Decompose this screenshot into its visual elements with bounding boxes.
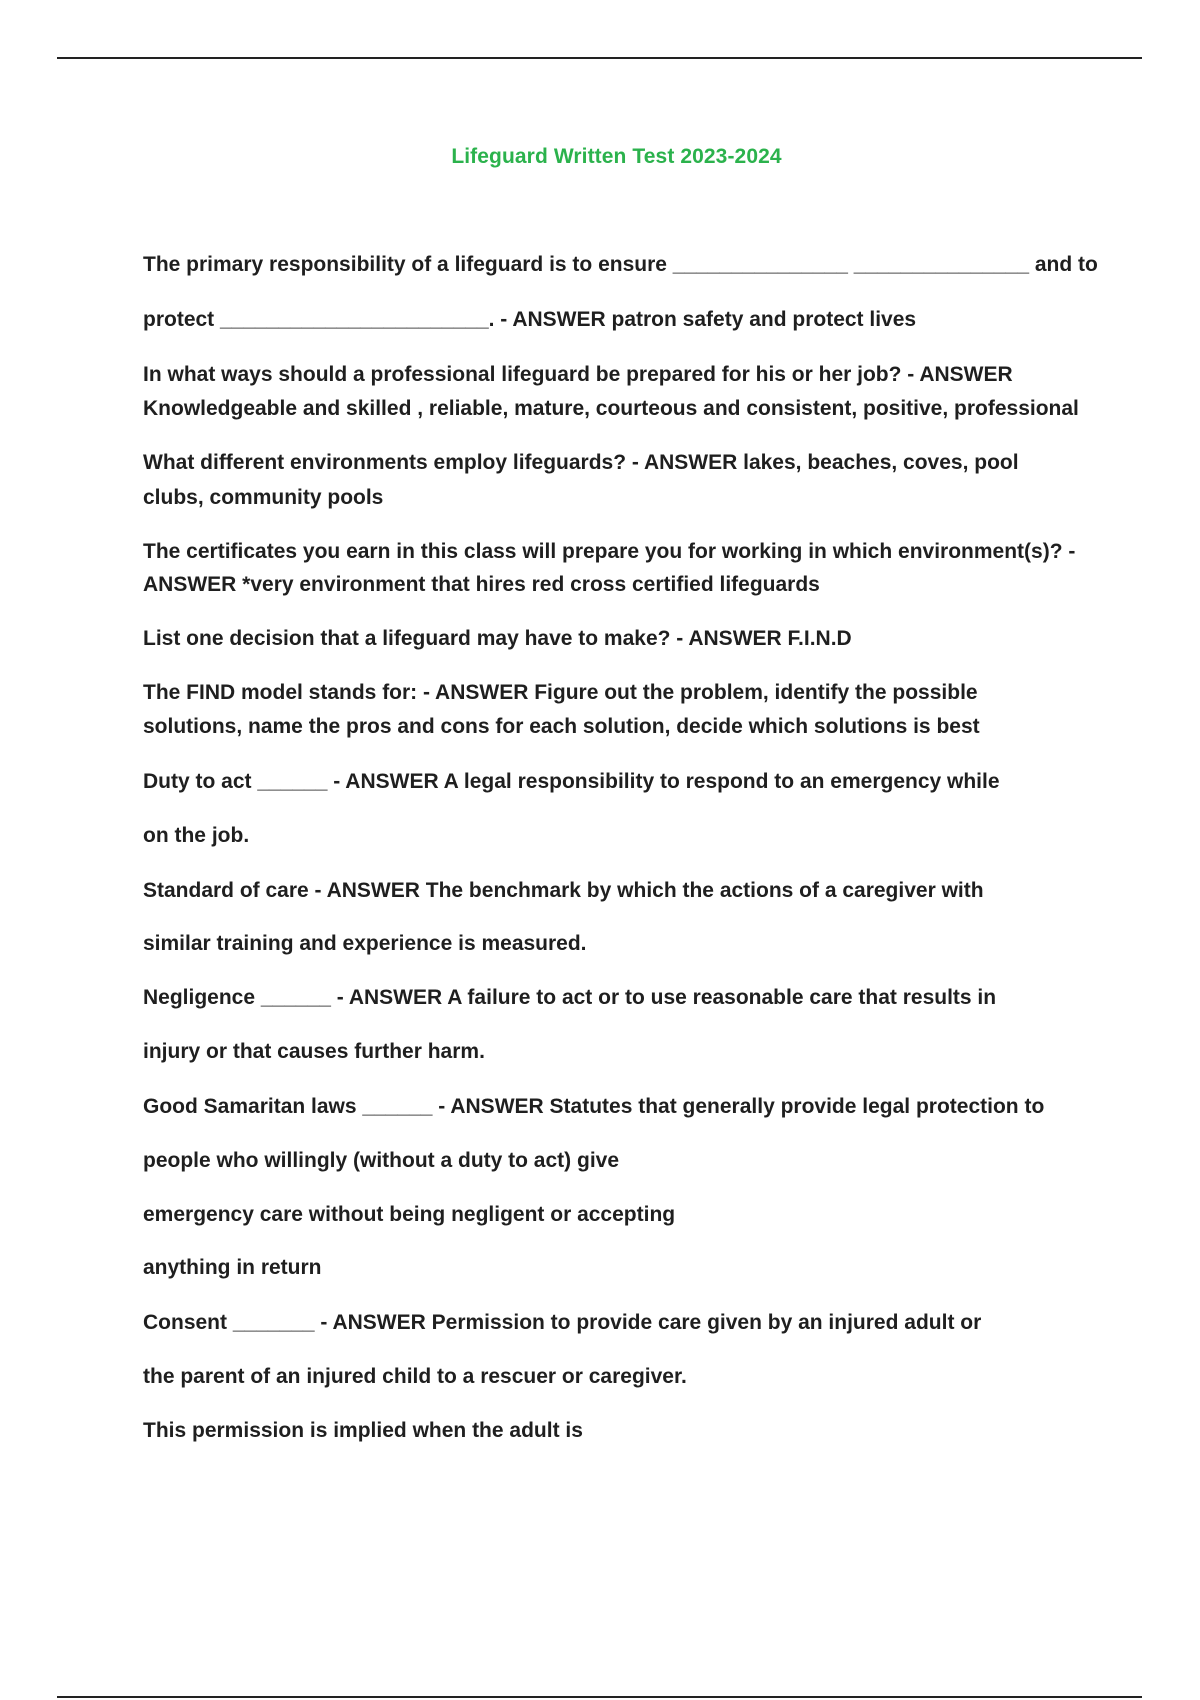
text-line: In what ways should a professional lifeguard be prepared for his or her job? - ANSWER bbox=[143, 363, 1013, 386]
text-line: The FIND model stands for: - ANSWER Figure out the problem, identify the possible bbox=[143, 681, 978, 704]
text-line: Consent _______ - ANSWER Permission to provide care given by an injured adult or bbox=[143, 1311, 982, 1334]
text-line: What different environments employ lifeguards? - ANSWER lakes, beaches, coves, pool bbox=[143, 451, 1019, 474]
text-line: protect _______________________. - ANSWER patron safety and protect lives bbox=[143, 308, 917, 331]
text-line: anything in return bbox=[143, 1256, 322, 1279]
text-line: similar training and experience is measured. bbox=[143, 932, 587, 955]
text-line: ANSWER *very environment that hires red cross certified lifeguards bbox=[143, 573, 820, 596]
text-line: clubs, community pools bbox=[143, 486, 384, 509]
text-line: on the job. bbox=[143, 824, 250, 847]
text-line: List one decision that a lifeguard may have to make? - ANSWER F.I.N.D bbox=[143, 627, 852, 650]
text-line: Duty to act ______ - ANSWER A legal responsibility to respond to an emergency while bbox=[143, 770, 1000, 793]
text-line: emergency care without being negligent or accepting bbox=[143, 1203, 676, 1226]
text-line: This permission is implied when the adult is bbox=[143, 1419, 583, 1442]
document-title: Lifeguard Written Test 2023-2024 bbox=[451, 145, 782, 168]
text-line: the parent of an injured child to a rescuer or caregiver. bbox=[143, 1365, 687, 1388]
bottom-rule bbox=[57, 1696, 1142, 1698]
text-line: people who willingly (without a duty to act) give bbox=[143, 1149, 620, 1172]
text-line: The certificates you earn in this class will prepare you for working in which environment(s)? - bbox=[143, 540, 1076, 563]
text-line: solutions, name the pros and cons for each solution, decide which solutions is best bbox=[143, 715, 980, 738]
text-line: Negligence ______ - ANSWER A failure to act or to use reasonable care that results in bbox=[143, 986, 997, 1009]
text-line: injury or that causes further harm. bbox=[143, 1040, 485, 1063]
top-rule bbox=[57, 57, 1142, 59]
text-line: Good Samaritan laws ______ - ANSWER Statutes that generally provide legal protection to bbox=[143, 1095, 1045, 1118]
text-line: Standard of care - ANSWER The benchmark by which the actions of a caregiver with bbox=[143, 879, 984, 902]
text-line: Knowledgeable and skilled , reliable, mature, courteous and consistent, positive, professional bbox=[143, 397, 1079, 420]
text-line: The primary responsibility of a lifeguard is to ensure _______________ _______________ and to bbox=[143, 253, 1098, 276]
